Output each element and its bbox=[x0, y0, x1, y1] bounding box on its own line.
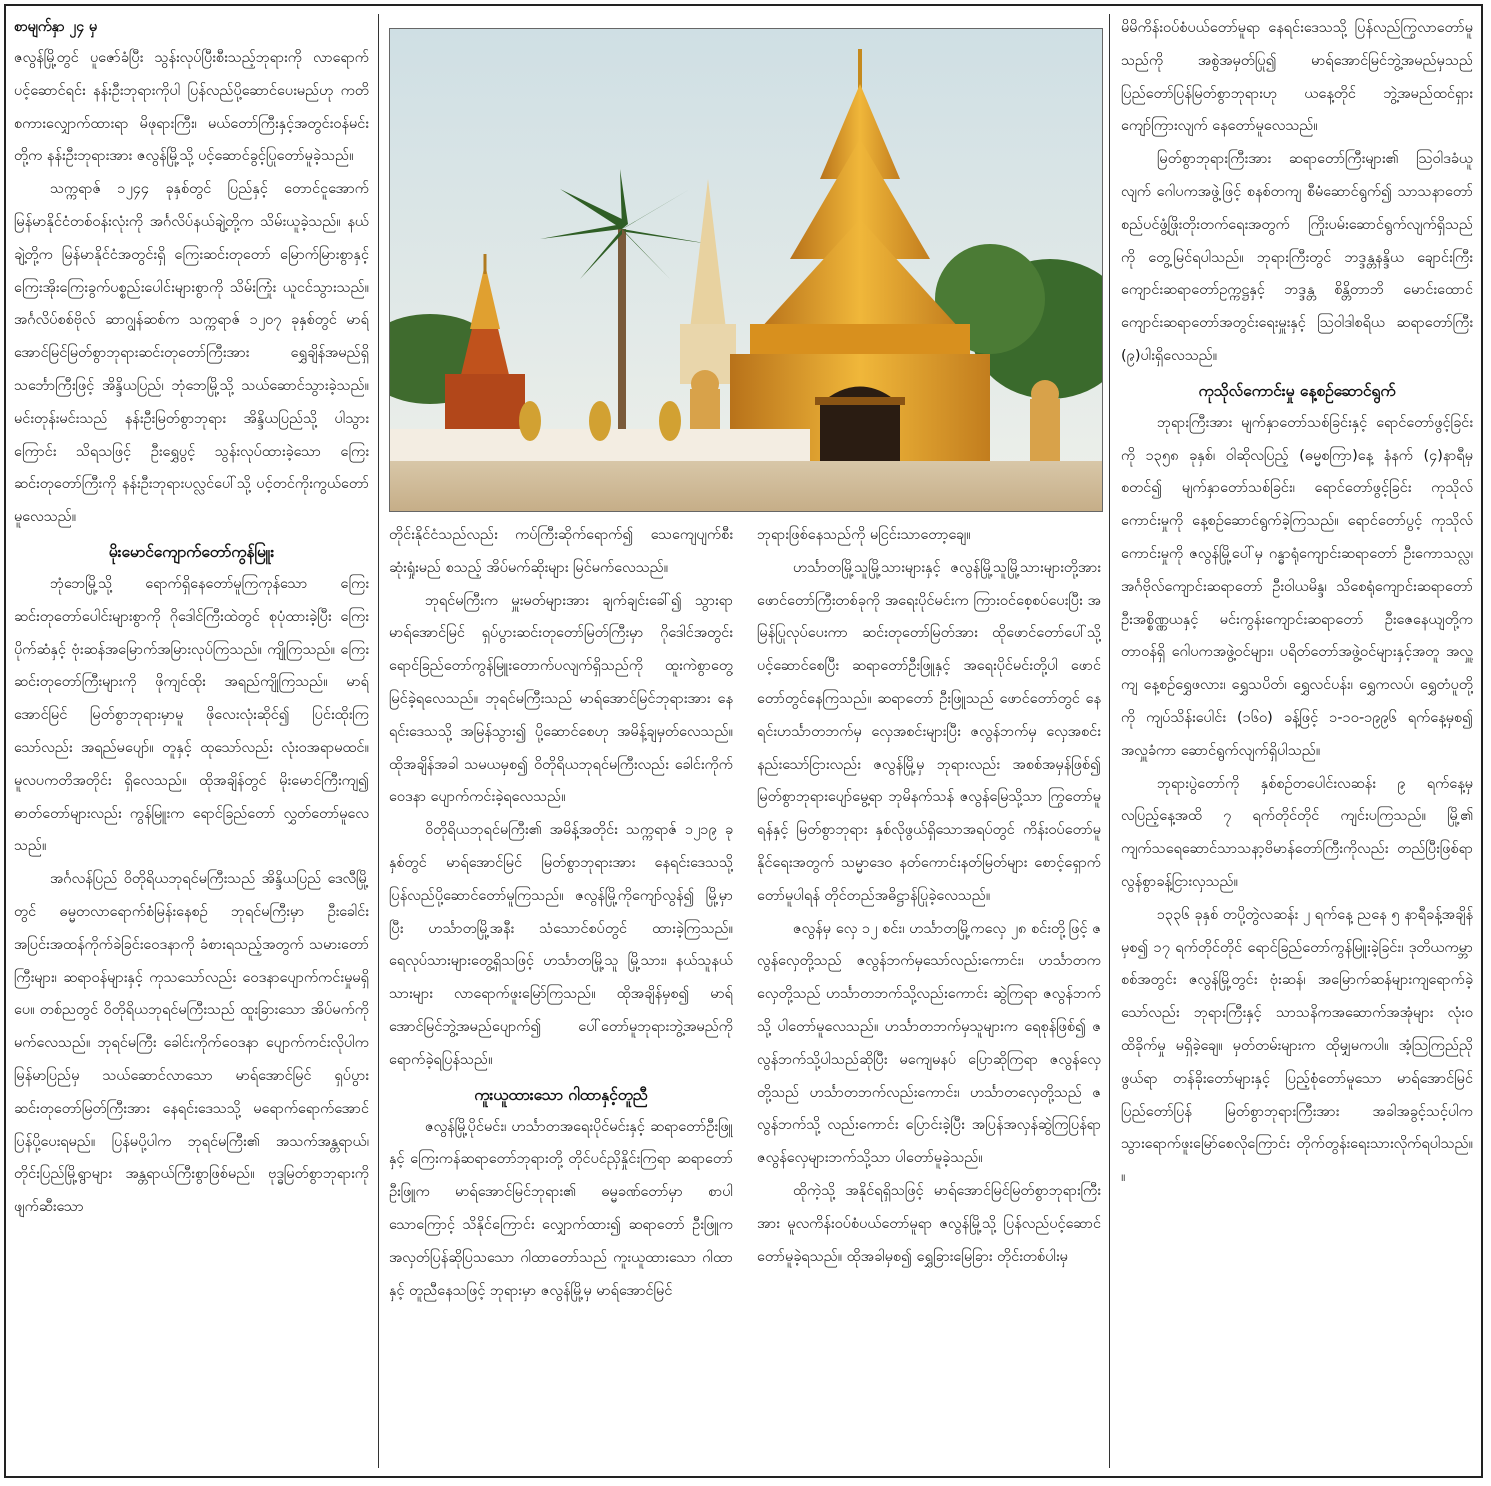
column-rule bbox=[1109, 14, 1110, 1468]
paragraph: ဘုံဘေမြို့သို့ ရောက်ရှိနေတော်မူကြကုန်သော ကြေးဆင်းတုတော်ပေါင်းများစွာကို ဂိုဒေါင်ကြီးထဲတွင် စုပုံထားခဲ့ပြီး ကြေးပိုက်ဆံနှင့် ဗုံးဆန်အမြောက်အမြားလုပ်ကြသည်။ ကျိုကြသည်။ ကြေးဆင်းတုတော်ကြီးများကို ဖိုကျင်ထိုး အရည်ကျိုကြသည်။ မာရ်အောင်မြင် မြတ်စွာဘုရားမှာမူ ဖိုလေးလုံးဆိုင်၍ ပြင်းထိုးကြသော်လည်း အရည်မပျော်။ တူနှင့် ထုသော်လည်း လုံးဝအရာမထင်။ မူလပကတိအတိုင်း ရှိလေသည်။ ထိုအချိန်တွင် မိုးမောင်ကြီးကျ၍ ဓာတ်တော်များလည်း ကွန်မြူးက ရောင်ခြည်တော် လွှတ်တော်မူလေသည်။ bbox=[14, 575, 369, 855]
paragraph: ဇလွန်မြို့ပိုင်မင်း၊ ဟင်္သာတအရေးပိုင်မင်းနှင့် ဆရာတော်ဦးဖြူနှင့် ကြေးကန်ဆရာတော်ဘုရားတို့ တိုင်ပင်ညှိနှိုင်းကြရာ ဆရာတော် ဦးဖြူက မာရ်အောင်မြင်ဘုရား၏ ဓမ္မခဏ်တော်မှာ စာပါသောကြောင့် သိနိုင်ကြောင်း လျှောက်ထား၍ ဆရာတော် ဦးဖြူက အလှတ်ပြန်ဆိုပြသသော ဂါထာတော်သည် ကူးယူထားသော ဂါထာနှင့် တူညီနေသဖြင့် ဘုရားမှာ ဇလွန်မြို့မှ မာရ်အောင်မြင် bbox=[389, 1118, 733, 1299]
paragraph: မိမိကိန်းဝပ်စံပယ်တော်မူရာ နေရင်းဒေသသို့ ပြန်လည်ကြွလာတော်မူသည်ကို အစွဲအမှတ်ပြု၍ မာရ်အောင်မြင်ဘွဲ့အမည်မှသည် ပြည်တော်ပြန်မြတ်စွာဘုရားဟု ယနေ့တိုင် ဘွဲ့အမည်ထင်ရှားကျော်ကြားလျက် နေတော်မူလေသည်။ bbox=[1121, 20, 1473, 135]
paragraph: ဇလွန်မှ လှေ ၁၂ စင်း၊ ဟင်္သာတမြို့ကလှေ ၂၈ စင်းတို့ဖြင့် ဇလွန်လှေတို့သည် ဇလွန်ဘက်မှသော်လည်းကောင်း၊ ဟင်္သာတကလှေတို့သည် ဟင်္သာတဘက်သို့လည်းကောင်း ဆွဲကြရာ ဇလွန်ဘက်သို့ ပါတော်မူလေသည်။ ဟင်္သာတဘက်မှသူများက ရေစုန်ဖြစ်၍ ဇလွန်ဘက်သို့ပါသည်ဆိုပြီး မကျေမနပ် ပြောဆိုကြရာ ဇလွန်လှေတို့သည် ဟင်္သာတဘက်လည်းကောင်း၊ ဟင်္သာတလှေတို့သည် ဇလွန်ဘက်သို့ လည်းကောင်း ပြောင်းခဲ့ပြီး အပြန်အလှန်ဆွဲကြပြန်ရာ ဇလွန်လှေများဘက်သို့သာ ပါတော်မူခဲ့သည်။ bbox=[757, 920, 1101, 1167]
paragraph: ထိုကဲ့သို့ အနိုင်ရရှိသဖြင့် မာရ်အောင်မြင်မြတ်စွာဘုရားကြီးအား မူလကိန်းဝပ်စံပယ်တော်မူရာ ဇလွန်မြို့သို့ ပြန်လည်ပင့်ဆောင်တော်မူခဲ့ရသည်။ ထိုအခါမှစ၍ ရွှေခြားမြေခြား တိုင်းတစ်ပါးမှ bbox=[757, 1182, 1101, 1265]
paragraph: အင်္ဂလန်ပြည် ဝိတိုရိယဘုရင်မကြီးသည် အိန္ဒိယပြည် ဒေလီမြို့တွင် ဓမ္မတလာရောက်စံမြန်းနေစဉ် ဘုရင်မကြီးမှာ ဦးခေါင်းအပြင်းအထန်ကိုက်ခဲခြင်းဝေဒနာကို ခံစားရသည့်အတွက် သမားတော်ကြီးများ၊ ဆရာဝန်များနှင့် ကုသသော်လည်း ဝေဒနာပျောက်ကင်းမှုမရှိပေ။ တစ်ညတွင် ဝိတိုရိယဘုရင်မကြီးသည် ထူးခြားသော အိပ်မက်ကို မက်လေသည်။ ဘုရင်မကြီး ခေါင်းကိုက်ဝေဒနာ ပျောက်ကင်းလိုပါက မြန်မာပြည်မှ သယ်ဆောင်လာသော မာရ်အောင်မြင် ရှပ်ပွားဆင်းတုတော်မြတ်ကြီးအား နေရင်းဒေသသို့ မရောက်ရောက်အောင်ပြန်ပို့ပေးရမည်။ ပြန်မပို့ပါက ဘုရင်မကြီး၏ အသက်အန္တရာယ်၊ တိုင်းပြည်မြို့ရွာများ အန္တရာယ်ကြီးစွာဖြစ်မည်။ ဗုဒ္ဓမြတ်စွာဘုရားကို ဖျက်ဆီးသော bbox=[14, 871, 369, 1216]
paragraph: ဘုရားဖြစ်နေသည်ကို မငြင်းသာတော့ချေ။ bbox=[757, 527, 971, 543]
paragraph: ဇလွန်မြို့တွင် ပူဇော်ခံပြီး သွန်းလုပ်ပြီးစီးသည့်ဘုရားကို လာရောက်ပင့်ဆောင်ရင်း နန်းဦးဘုရားကိုပါ ပြန်လည်ပို့ဆောင်ပေးမည်ဟု ကတိစကားလျှောက်ထားရာ မိဖုရားကြီး၊ မယ်တော်ကြီးနှင့်အတွင်းဝန်မင်းတို့က နန်းဦးဘုရားအား ဇလွန်မြို့သို့ ပင့်ဆောင်ခွင့်ပြုတော်မူခဲ့သည်။ bbox=[14, 50, 369, 165]
column-1 bbox=[14, 12, 369, 1474]
pagoda-image bbox=[390, 29, 1102, 511]
paragraph: ဘုရားပွဲတော်ကို နှစ်စဉ်တပေါင်းလဆန်း ၉ ရက်နေ့မှ လပြည့်နေ့အထိ ၇ ရက်တိုင်တိုင် ကျင်းပကြသည်။ မြို့၏ ကျက်သရေဆောင်သာသနာ့ဗိမာန်တော်ကြီးကိုလည်း တည်ပြီးဖြစ်ရာ လွန်စွာခန့်ငြားလှသည်။ bbox=[1121, 775, 1473, 890]
paragraph: ဘုရားကြီးအား မျက်နှာတော်သစ်ခြင်းနှင့် ရောင်တော်ဖွင့်ခြင်းကို ၁၃၅၈ ခုနှစ်၊ ဝါဆိုလပြည့် (ဓမ္မစကြာ)နေ့ နံနက် (၄)နာရီမှစတင်၍ မျက်နှာတော်သစ်ခြင်း၊ ရောင်တော်ဖွင့်ခြင်း ကုသိုလ်ကောင်းမှုကို နေ့စဉ်ဆောင်ရွက်ခဲ့ကြသည်။ ရောင်တော်ပွင့် ကုသိုလ်ကောင်းမှုကို ဇလွန်မြို့ပေါ်မှ ဂန္ဓာရုံကျောင်းဆရာတော် ဦးကောသလ္လ၊ အင်္ဂဗိုလ်ကျောင်းဆရာတော် ဦးဝါယမိန္ဒ၊ သိစေရုံကျောင်းဆရာတော် ဦးအစ္စိဏ္ဏယနှင့် မင်းကွန်းကျောင်းဆရာတော် ဦးဇေနေယျတို့က တာဝန်ရှိ ဂေါပကအဖွဲ့ဝင်များ၊ ပရိတ်တော်အဖွဲ့ဝင်များနှင့်အတူ အလှူ့ကျ နေ့စဉ်ရွှေဖလား၊ ရွှေသပိတ်၊ ရွှေလင်ပန်း၊ ရွှေကလပ်၊ ရွှေတံပူတို့ကို ကျပ်သိန်းပေါင်း (၁၆၀) ခန့်ဖြင့် ၁-၁၀-၁၉၉၆ ရက်နေ့မှစ၍ အလှူခံကာ ဆောင်ရွက်လျက်ရှိပါသည်။ bbox=[1121, 414, 1473, 759]
column-3 bbox=[757, 519, 1101, 1474]
column-rule bbox=[378, 14, 379, 1468]
paragraph: ဝိတိုရိယဘုရင်မကြီး၏ အမိန့်အတိုင်း သက္ကရာဇ် ၁၂၁၉ ခုနှစ်တွင် မာရ်အောင်မြင် မြတ်စွာဘုရားအား နေရင်းဒေသသို့ပြန်လည်ပို့ဆောင်တော်မူကြသည်။ ဇလွန်မြို့ကိုကျော်လွန်၍ မြို့မှာပြီး ဟင်္သာတမြို့အနီး သံသောင်စပ်တွင် ထားခဲ့ကြသည်။ ရေလုပ်သားများတွေ့ရှိသဖြင့် ဟင်္သာတမြို့သူ မြို့သား၊ နယ်သူနယ်သားများ လာရောက်ဖူးမြော်ကြသည်။ ထိုအချိန်မှစ၍ မာရ်အောင်မြင်ဘွဲ့အမည်ပျောက်၍ ပေါ်တော်မူဘုရားဘွဲ့အမည်ကို ရောက်ခဲ့ရပြန်သည်။ bbox=[389, 822, 733, 1068]
pagoda-photo bbox=[389, 28, 1103, 512]
page-reference: စာမျက်နှာ ၂၄ မှ bbox=[14, 19, 98, 35]
column-4 bbox=[1121, 12, 1473, 1474]
paragraph: ၁၃၃၆ ခုနှစ် တပို့တွဲလဆန်း ၂ ရက်နေ့ ညနေ ၅ နာရီခန့်အချိန်မှစ၍ ၁၇ ရက်တိုင်တိုင် ရောင်ခြည်တော်ကွန်မြူးခဲ့ခြင်း၊ ဒုတိယကမ္ဘာစစ်အတွင်း ဇလွန်မြို့တွင်း ဗုံးဆန်၊ အမြောက်ဆန်များကျရောက်ခဲ့သော်လည်း ဘုရားကြီးနှင့် သာသနိကအဆောက်အအုံများ လုံးဝထိခိုက်မှု မရှိခဲ့ချေ။ မှတ်တမ်းများက ထိုမျှမကပါ။ အံ့သြကြည်ညိုဖွယ်ရာ တန်ခိုးတော်များနှင့် ပြည့်စုံတော်မူသော မာရ်အောင်မြင် ပြည်တော်ပြန် မြတ်စွာဘုရားကြီးအား အခါအခွင့်သင့်ပါက သွားရောက်ဖူးမြော်စေလိုကြောင်း တိုက်တွန်းရေးသားလိုက်ရပါသည်။ ။ bbox=[1121, 906, 1473, 1186]
section-heading: ကုသိုလ်ကောင်းမှု နေ့စဉ်ဆောင်ရွက် bbox=[1198, 381, 1396, 400]
paragraph: ဘုရင်မကြီးက မှူးမတ်များအား ချက်ချင်းခေါ်၍ သွားရာ မာရ်အောင်မြင် ရှပ်ပွားဆင်းတုတော်မြတ်ကြီးမှာ ဂိုဒေါင်အတွင်း ရောင်ခြည်တော်ကွန်မြူးတောက်ပလျက်ရှိသည်ကို ထူးကဲစွာတွေ့မြင်ခဲ့ရလေသည်။ ဘုရင်မကြီးသည် မာရ်အောင်မြင်ဘုရားအား နေရင်းဒေသသို့ အမြန်သွား၍ ပို့ဆောင်စေဟု အမိန့်ချမှတ်လေသည်။ ထိုအချိန်အခါ သမယမှစ၍ ဝိတိုရိယဘုရင်မကြီးလည်း ခေါင်းကိုက်ဝေဒနာ ပျောက်ကင်းခဲ့ရလေသည်။ bbox=[389, 592, 733, 806]
paragraph: တိုင်းနိုင်ငံသည်လည်း ကပ်ကြီးဆိုက်ရောက်၍ သေကျေပျက်စီးဆုံးရှုံးမည် စသည့် အိပ်မက်ဆိုးများ မြင်မက်လေသည်။ bbox=[389, 527, 733, 576]
paragraph: သက္ကရာဇ် ၁၂၄၄ ခုနှစ်တွင် ပြည်နှင့် တောင်ငူအောက်မြန်မာနိုင်ငံတစ်ဝန်းလုံးကို အင်္ဂလိပ်နယ်ချဲ့တို့က သိမ်းယူခဲ့သည်။ နယ်ချဲ့တို့က မြန်မာနိုင်ငံအတွင်းရှိ ကြေးဆင်းတုတော် မြောက်မြားစွာနှင့်ကြေးအိုးကြေးခွက်ပစ္စည်းပေါင်းများစွာကို သိမ်းကြုံး ယူငင်သွားသည်။ အင်္ဂလိပ်စစ်ဗိုလ် ဆာဂျွန်ဆစ်က သက္ကရာဇ် ၁၂၀၇ ခုနှစ်တွင် မာရ်အောင်မြင်မြတ်စွာဘုရားဆင်းတုတော်ကြီးအား ရွှေချိန်အမည်ရှိ သင်္ဘောကြီးဖြင့် အိန္ဒိယပြည်၊ ဘုံဘေမြို့သို့ သယ်ဆောင်သွားခဲ့သည်။ မင်းတုန်းမင်းသည် နန်းဦးမြတ်စွာဘုရား အိန္ဒိယပြည်သို့ ပါသွားကြောင်း သိရသဖြင့် ဦးရွှေပွင့် သွန်းလုပ်ထားခဲ့သော ကြေးဆင်းတုတော်ကြီးကို နန်းဦးဘုရားပလ္လင်ပေါ်သို့ ပင့်တင်ကိုးကွယ်တော်မူလေသည်။ bbox=[14, 181, 369, 526]
paragraph: ဟင်္သာတမြို့သူမြို့သားများနှင့် ဇလွန်မြို့သူမြို့သားများတို့အား ဖောင်တော်ကြီးတစ်ခုကို အရေးပိုင်မင်းက ကြားဝင်စေ့စပ်ပေးပြီး အမြန်ပြုလုပ်ပေးကာ ဆင်းတုတော်မြတ်အား ထိုဖောင်တော်ပေါ်သို့ ပင့်ဆောင်စေပြီး ဆရာတော်ဦးဖြူနှင့် အရေးပိုင်မင်းတို့ပါ ဖောင်တော်တွင်နေကြသည်။ ဆရာတော် ဦးဖြူသည် ဖောင်တော်တွင် နေရင်းဟင်္သာတဘက်မှ လှေအစင်းများပြီး ဇလွန်ဘက်မှ လှေအစင်းနည်းသော်ငြားလည်း ဇလွန်မြို့မှ ဘုရားလည်း အစစ်အမှန်ဖြစ်၍ မြတ်စွာဘုရားပျော်မွေ့ရာ ဘုမိနက်သန် ဇလွန်မြေသို့သာ ကြွတော်မူရန်နှင့် မြတ်စွာဘုရား နှစ်လိုဖွယ်ရှိသောအရပ်တွင် ကိန်းဝပ်တော်မူနိုင်ရေးအတွက် သမ္မာဒေဝ နတ်ကောင်းနတ်မြတ်များ စောင့်ရှောက်တော်မူပါရန် တိုင်တည်အဓိဋ္ဌာန်ပြုခဲ့လေသည်။ bbox=[757, 559, 1101, 904]
section-heading: ကူးယူထားသော ဂါထာနှင့်တူညီ bbox=[474, 1085, 648, 1104]
section-heading: မိုးမောင်ကျောက်တော်ကွန်မြူး bbox=[108, 542, 275, 561]
paragraph: မြတ်စွာဘုရားကြီးအား ဆရာတော်ကြီးများ၏ ဩဝါဒခံယူလျက် ဂေါပကအဖွဲ့ဖြင့် စနစ်တကျ စီမံဆောင်ရွက်၍ သာသနာတော်စည်ပင်ဖွံ့ဖြိုးတိုးတက်ရေးအတွက် ကြိုးပမ်းဆောင်ရွက်လျက်ရှိသည်ကို တွေ့မြင်ရပါသည်။ ဘုရားကြီးတွင် ဘဒ္ဒန္တနန္ဒိယ ချောင်းကြီးကျောင်းဆရာတော်ဥက္ကဋ္ဌနှင့် ဘဒ္ဒန္တ စိန္တိတာဘိ မောင်းထောင်ကျောင်းဆရာတော်အတွင်းရေးမှူးနှင့် ဩဝါဒါစရိယ ဆရာတော်ကြီး (၉)ပါးရှိလေသည်။ bbox=[1121, 151, 1473, 364]
column-2 bbox=[389, 519, 733, 1474]
